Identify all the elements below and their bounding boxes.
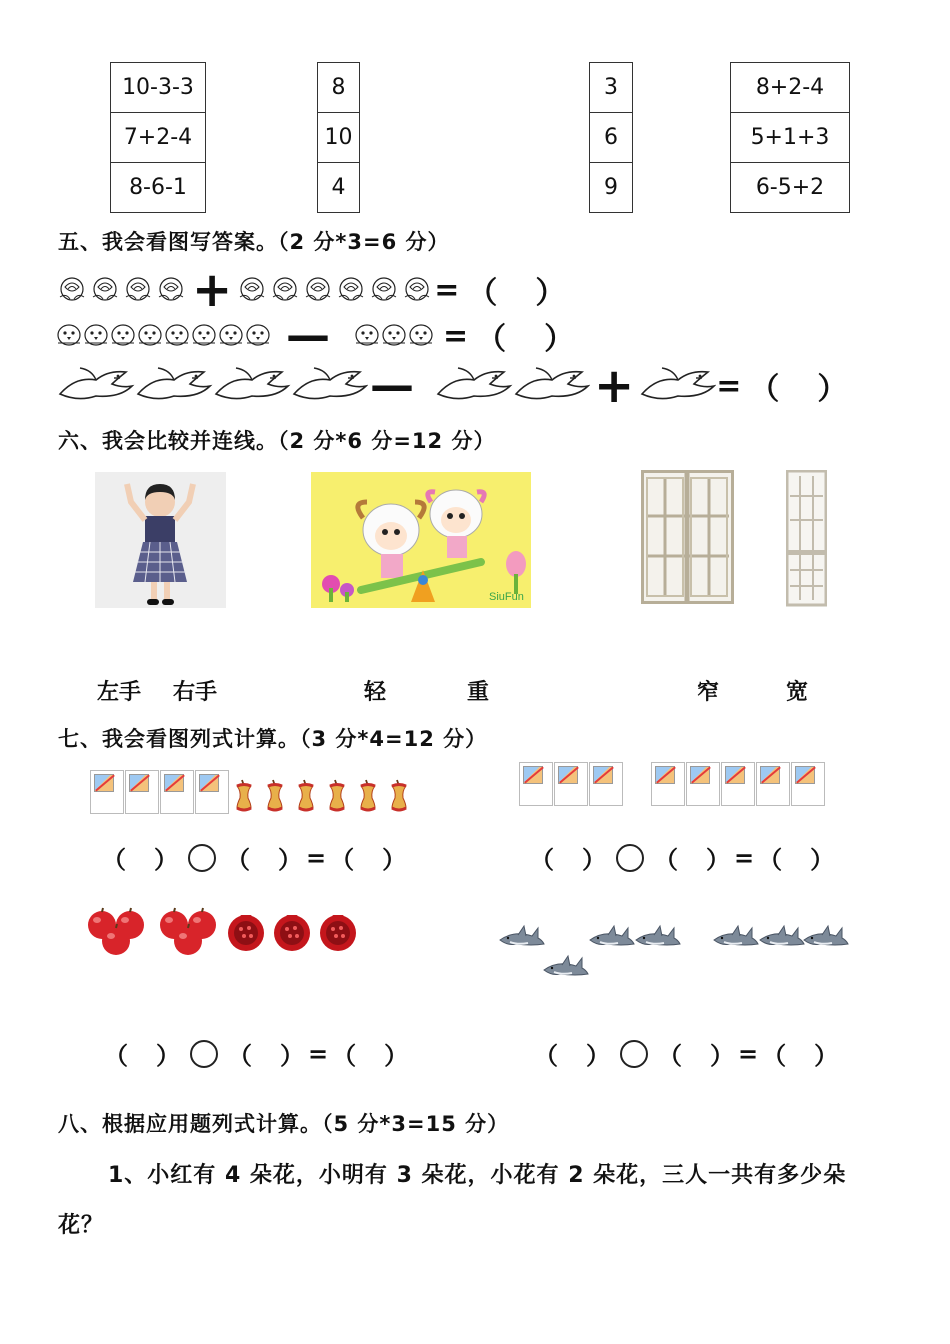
- table-cell: 6: [590, 113, 633, 163]
- narrow-window-image: [786, 470, 827, 608]
- label-narrow: 窄: [697, 680, 720, 705]
- table-cell: 5+1+3: [731, 113, 850, 163]
- open-paren: （: [654, 846, 678, 874]
- operator-circle[interactable]: [190, 1040, 218, 1068]
- equals-sign: =: [434, 272, 460, 308]
- label-wide: 宽: [786, 680, 809, 705]
- table-cell: 3: [590, 63, 633, 113]
- apple-core-icon: [230, 778, 420, 814]
- equals-sign: =: [308, 1039, 329, 1068]
- rose-icon: [236, 275, 434, 305]
- chick-icon: [354, 322, 435, 350]
- close-paren: ）: [156, 1042, 180, 1070]
- close-paren: ）: [814, 1042, 839, 1070]
- label-right-hand: 右手: [173, 680, 218, 705]
- open-paren: （: [226, 846, 250, 874]
- sharks-group: [496, 918, 850, 990]
- open-paren: （: [104, 1042, 128, 1070]
- open-paren: （: [758, 846, 783, 874]
- picture-card-icon: [589, 762, 623, 806]
- equals-sign: =: [306, 843, 327, 872]
- table-cell: 4: [318, 163, 360, 213]
- chick-icon: [56, 322, 272, 350]
- answer-close-paren: ）: [535, 276, 566, 311]
- section-6-title: 六、我会比较并连线。（2 分*6 分=12 分）: [58, 429, 496, 453]
- picture-equation-1: [56, 262, 566, 318]
- close-paren: ）: [384, 1042, 409, 1070]
- picture-card-icon: [125, 770, 159, 814]
- table-cell: 8: [318, 63, 360, 113]
- expression-table-1: [110, 62, 206, 213]
- cards-and-apple-cores-group: [90, 770, 420, 814]
- picture-card-icon: [90, 770, 124, 814]
- close-paren: ）: [382, 846, 407, 874]
- cards-group-left: [519, 762, 624, 806]
- table-cell: 10-3-3: [111, 63, 206, 113]
- close-paren: ）: [582, 846, 606, 874]
- expression-blank-3: [104, 1036, 408, 1071]
- close-paren: ）: [710, 1042, 734, 1070]
- apple-icon: [88, 908, 144, 955]
- label-heavy: 重: [467, 680, 490, 705]
- equals-sign: =: [443, 318, 469, 354]
- picture-card-icon: [686, 762, 720, 806]
- expression-blank-4: [534, 1036, 838, 1071]
- equals-sign: =: [716, 368, 742, 404]
- question-1-line-1: 1、小红有 4 朵花，小明有 3 朵花，小花有 2 朵花，三人一共有多少朵: [108, 1163, 847, 1188]
- rose-icon: [56, 275, 188, 305]
- picture-equation-2: [56, 310, 575, 361]
- section-7-title: 七、我会看图列式计算。（3 分*4=12 分）: [58, 727, 488, 751]
- picture-card-icon: [756, 762, 790, 806]
- label-left-hand: 左手: [97, 680, 142, 705]
- cards-group-right: [651, 762, 826, 806]
- open-paren: （: [332, 1042, 357, 1070]
- open-paren: （: [102, 846, 126, 874]
- operator-circle[interactable]: [620, 1040, 648, 1068]
- expression-blank-2: [530, 840, 834, 875]
- answer-open-paren: （: [467, 276, 498, 311]
- section-5-title: 五、我会看图写答案。（2 分*3=6 分）: [58, 230, 450, 254]
- expression-blank-1: [102, 840, 406, 875]
- picture-card-icon: [651, 762, 685, 806]
- minus-sign: —: [286, 310, 330, 361]
- apple-icon: [160, 908, 216, 955]
- wide-window-image: [641, 470, 734, 604]
- answer-close-paren: ）: [817, 372, 848, 407]
- picture-equation-3: [56, 358, 848, 414]
- expression-table-2: [730, 62, 850, 213]
- section-8-title: 八、根据应用题列式计算。（5 分*3=15 分）: [58, 1112, 510, 1136]
- operator-circle[interactable]: [188, 844, 216, 872]
- plus-sign: +: [594, 358, 635, 414]
- girl-raising-hands-image: [95, 472, 226, 608]
- close-paren: ）: [810, 846, 835, 874]
- pomegranate-icon: [228, 915, 356, 951]
- close-paren: ）: [586, 1042, 610, 1070]
- bird-icon: [638, 366, 716, 406]
- answer-open-paren: （: [749, 372, 780, 407]
- close-paren: ）: [154, 846, 178, 874]
- table-cell: 7+2-4: [111, 113, 206, 163]
- open-paren: （: [762, 1042, 787, 1070]
- answer-close-paren: ）: [544, 322, 575, 357]
- picture-card-icon: [721, 762, 755, 806]
- apples-and-pomegranates-group: [86, 905, 366, 957]
- operator-circle[interactable]: [616, 844, 644, 872]
- close-paren: ）: [280, 1042, 304, 1070]
- picture-card-icon: [195, 770, 229, 814]
- bird-icon: [56, 366, 368, 406]
- bird-icon: [434, 366, 590, 406]
- goat-seesaw-cartoon-image: [311, 472, 531, 608]
- picture-card-icon: [791, 762, 825, 806]
- number-table-1: [317, 62, 360, 213]
- table-cell: 8+2-4: [731, 63, 850, 113]
- number-table-2: [589, 62, 633, 213]
- question-1-line-2: 花？: [58, 1213, 105, 1238]
- open-paren: （: [228, 1042, 252, 1070]
- open-paren: （: [530, 846, 554, 874]
- picture-card-icon: [554, 762, 588, 806]
- equals-sign: =: [734, 843, 755, 872]
- cartoon-logo-text: SiuFun: [489, 591, 524, 603]
- table-cell: 6-5+2: [731, 163, 850, 213]
- open-paren: （: [330, 846, 355, 874]
- shark-icon: [500, 926, 848, 975]
- label-light: 轻: [364, 680, 387, 705]
- close-paren: ）: [278, 846, 302, 874]
- table-cell: 10: [318, 113, 360, 163]
- equals-sign: =: [738, 1039, 759, 1068]
- open-paren: （: [534, 1042, 558, 1070]
- picture-card-icon: [519, 762, 553, 806]
- minus-sign: —: [370, 360, 414, 411]
- open-paren: （: [658, 1042, 682, 1070]
- picture-card-icon: [160, 770, 194, 814]
- plus-sign: +: [192, 262, 233, 318]
- table-cell: 8-6-1: [111, 163, 206, 213]
- close-paren: ）: [706, 846, 730, 874]
- table-cell: 9: [590, 163, 633, 213]
- answer-open-paren: （: [476, 322, 507, 357]
